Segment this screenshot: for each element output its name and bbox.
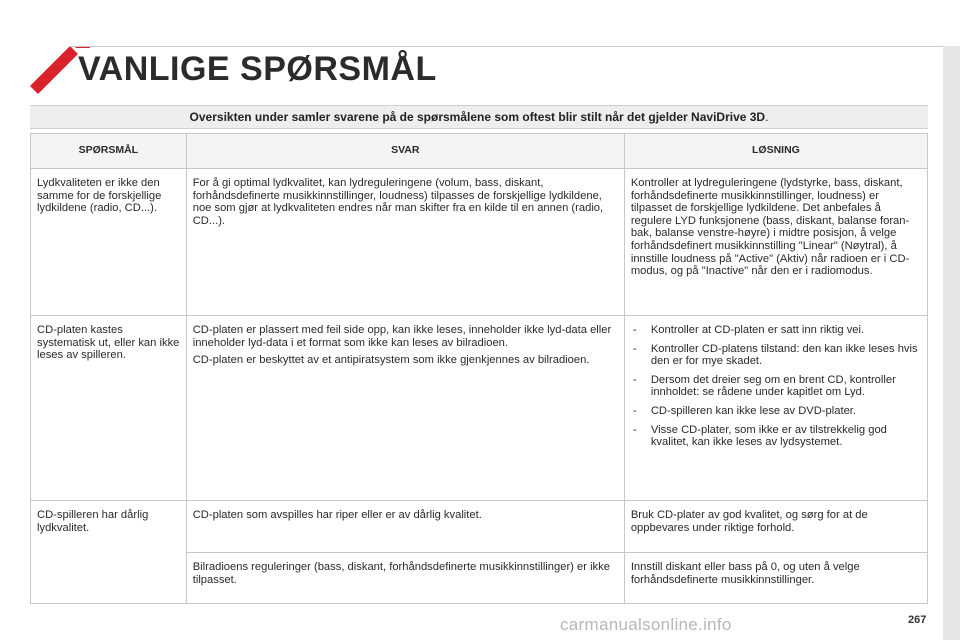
solution-cell: Kontroller at lydreguleringene (lydstyrke, bass, diskant, forhåndsdefinerte musikkinnstillinger, loudness) er tilpasset de forskjellige lydkildene. Det anbefales å regulere LYD funksjonene (bass, diskant, balanse foran-bak, balanse venstre-høyre) i midtre posisjon, å velge forhåndsdefinert musikkinnstilling "Linear" (Nøytral), å innstille loudness på "Active" (Aktiv) når radioen er i CD-modus, og på "Inactive" når den er i radiomodus. xyxy=(624,169,927,316)
solution-cell: Bruk CD-plater av god kvalitet, og sørg for at de oppbevares under riktige forhold. xyxy=(624,501,927,553)
subtitle-text: Oversikten under samler svarene på de spørsmålene som oftest blir stilt når det gjelder NaviDrive 3D xyxy=(189,110,766,124)
answer-cell xyxy=(186,316,624,501)
list-item: - Dersom det dreier seg om en brent CD, kontroller innholdet: se rådene under kapitlet om Lyd. xyxy=(631,374,921,399)
question-cell: CD-platen kastes systematisk ut, eller kan ikke leses av spilleren. xyxy=(31,316,187,501)
answer-paragraph: CD-platen som avspilles har riper eller er av dårlig kvalitet. xyxy=(192,509,482,521)
solution-list xyxy=(631,324,921,449)
top-rule xyxy=(70,46,943,47)
watermark-text: carmanualsonline.info xyxy=(560,615,732,634)
subtitle-period: . xyxy=(765,110,769,124)
page-number: 267 xyxy=(908,614,927,626)
answer-cell xyxy=(186,553,624,604)
list-item: - CD-spilleren kan ikke lese av DVD-plater. xyxy=(631,405,921,418)
header-answer: SVAR xyxy=(186,134,624,169)
list-item: - Kontroller CD-platens tilstand: den kan ikke leses hvis den er for mye skadet. xyxy=(631,343,921,368)
answer-cell xyxy=(186,169,624,316)
question-cell: CD-spilleren har dårlig lydkvalitet. xyxy=(31,501,187,604)
table-header-row xyxy=(31,134,928,169)
solution-cell xyxy=(624,316,927,501)
header-solution: LØSNING xyxy=(624,134,927,169)
answer-paragraph: CD-platen er beskyttet av et antipiratsystem som ikke gjenkjennes av bilradioen. xyxy=(192,354,590,367)
answer-paragraph: CD-platen er plassert med feil side opp, kan ikke leses, inneholder ikke lyd-data eller inneholder lyd-data i et format som ikke kan leses av bilradioen. xyxy=(192,324,612,349)
solution-cell: Innstill diskant eller bass på 0, og uten å velge forhåndsdefinerte musikkinnstillinger. xyxy=(624,553,927,604)
answer-paragraph: Bilradioens reguleringer (bass, diskant, forhåndsdefinerte musikkinnstillinger) er ikke tilpasset. xyxy=(192,561,610,586)
faq-table xyxy=(30,133,928,604)
subtitle-band xyxy=(30,105,928,129)
list-item: - Kontroller at CD-platen er satt inn riktig vei. xyxy=(631,324,921,337)
answer-cell xyxy=(186,501,624,553)
page-title: VANLIGE SPØRSMÅL xyxy=(78,50,437,88)
header-question: SPØRSMÅL xyxy=(31,134,187,169)
table-row xyxy=(31,316,928,501)
list-item: - Visse CD-plater, som ikke er av tilstrekkelig god kvalitet, kan ikke leses av lydsystemet. xyxy=(631,424,921,449)
question-cell: Lydkvaliteten er ikke den samme for de forskjellige lydkildene (radio, CD...). xyxy=(31,169,187,316)
answer-paragraph: For å gi optimal lydkvalitet, kan lydreguleringene (volum, bass, diskant, forhåndsdefinerte musikkinnstillinger, loudness) tilpasses de forskjellige lydkildene, noe som gjør at lydkvaliteten endres når man skifter fra en kilde til en annen (radio, CD...). xyxy=(192,177,604,227)
table-row xyxy=(31,501,928,553)
table-row xyxy=(31,169,928,316)
page-edge-strip xyxy=(943,46,960,640)
